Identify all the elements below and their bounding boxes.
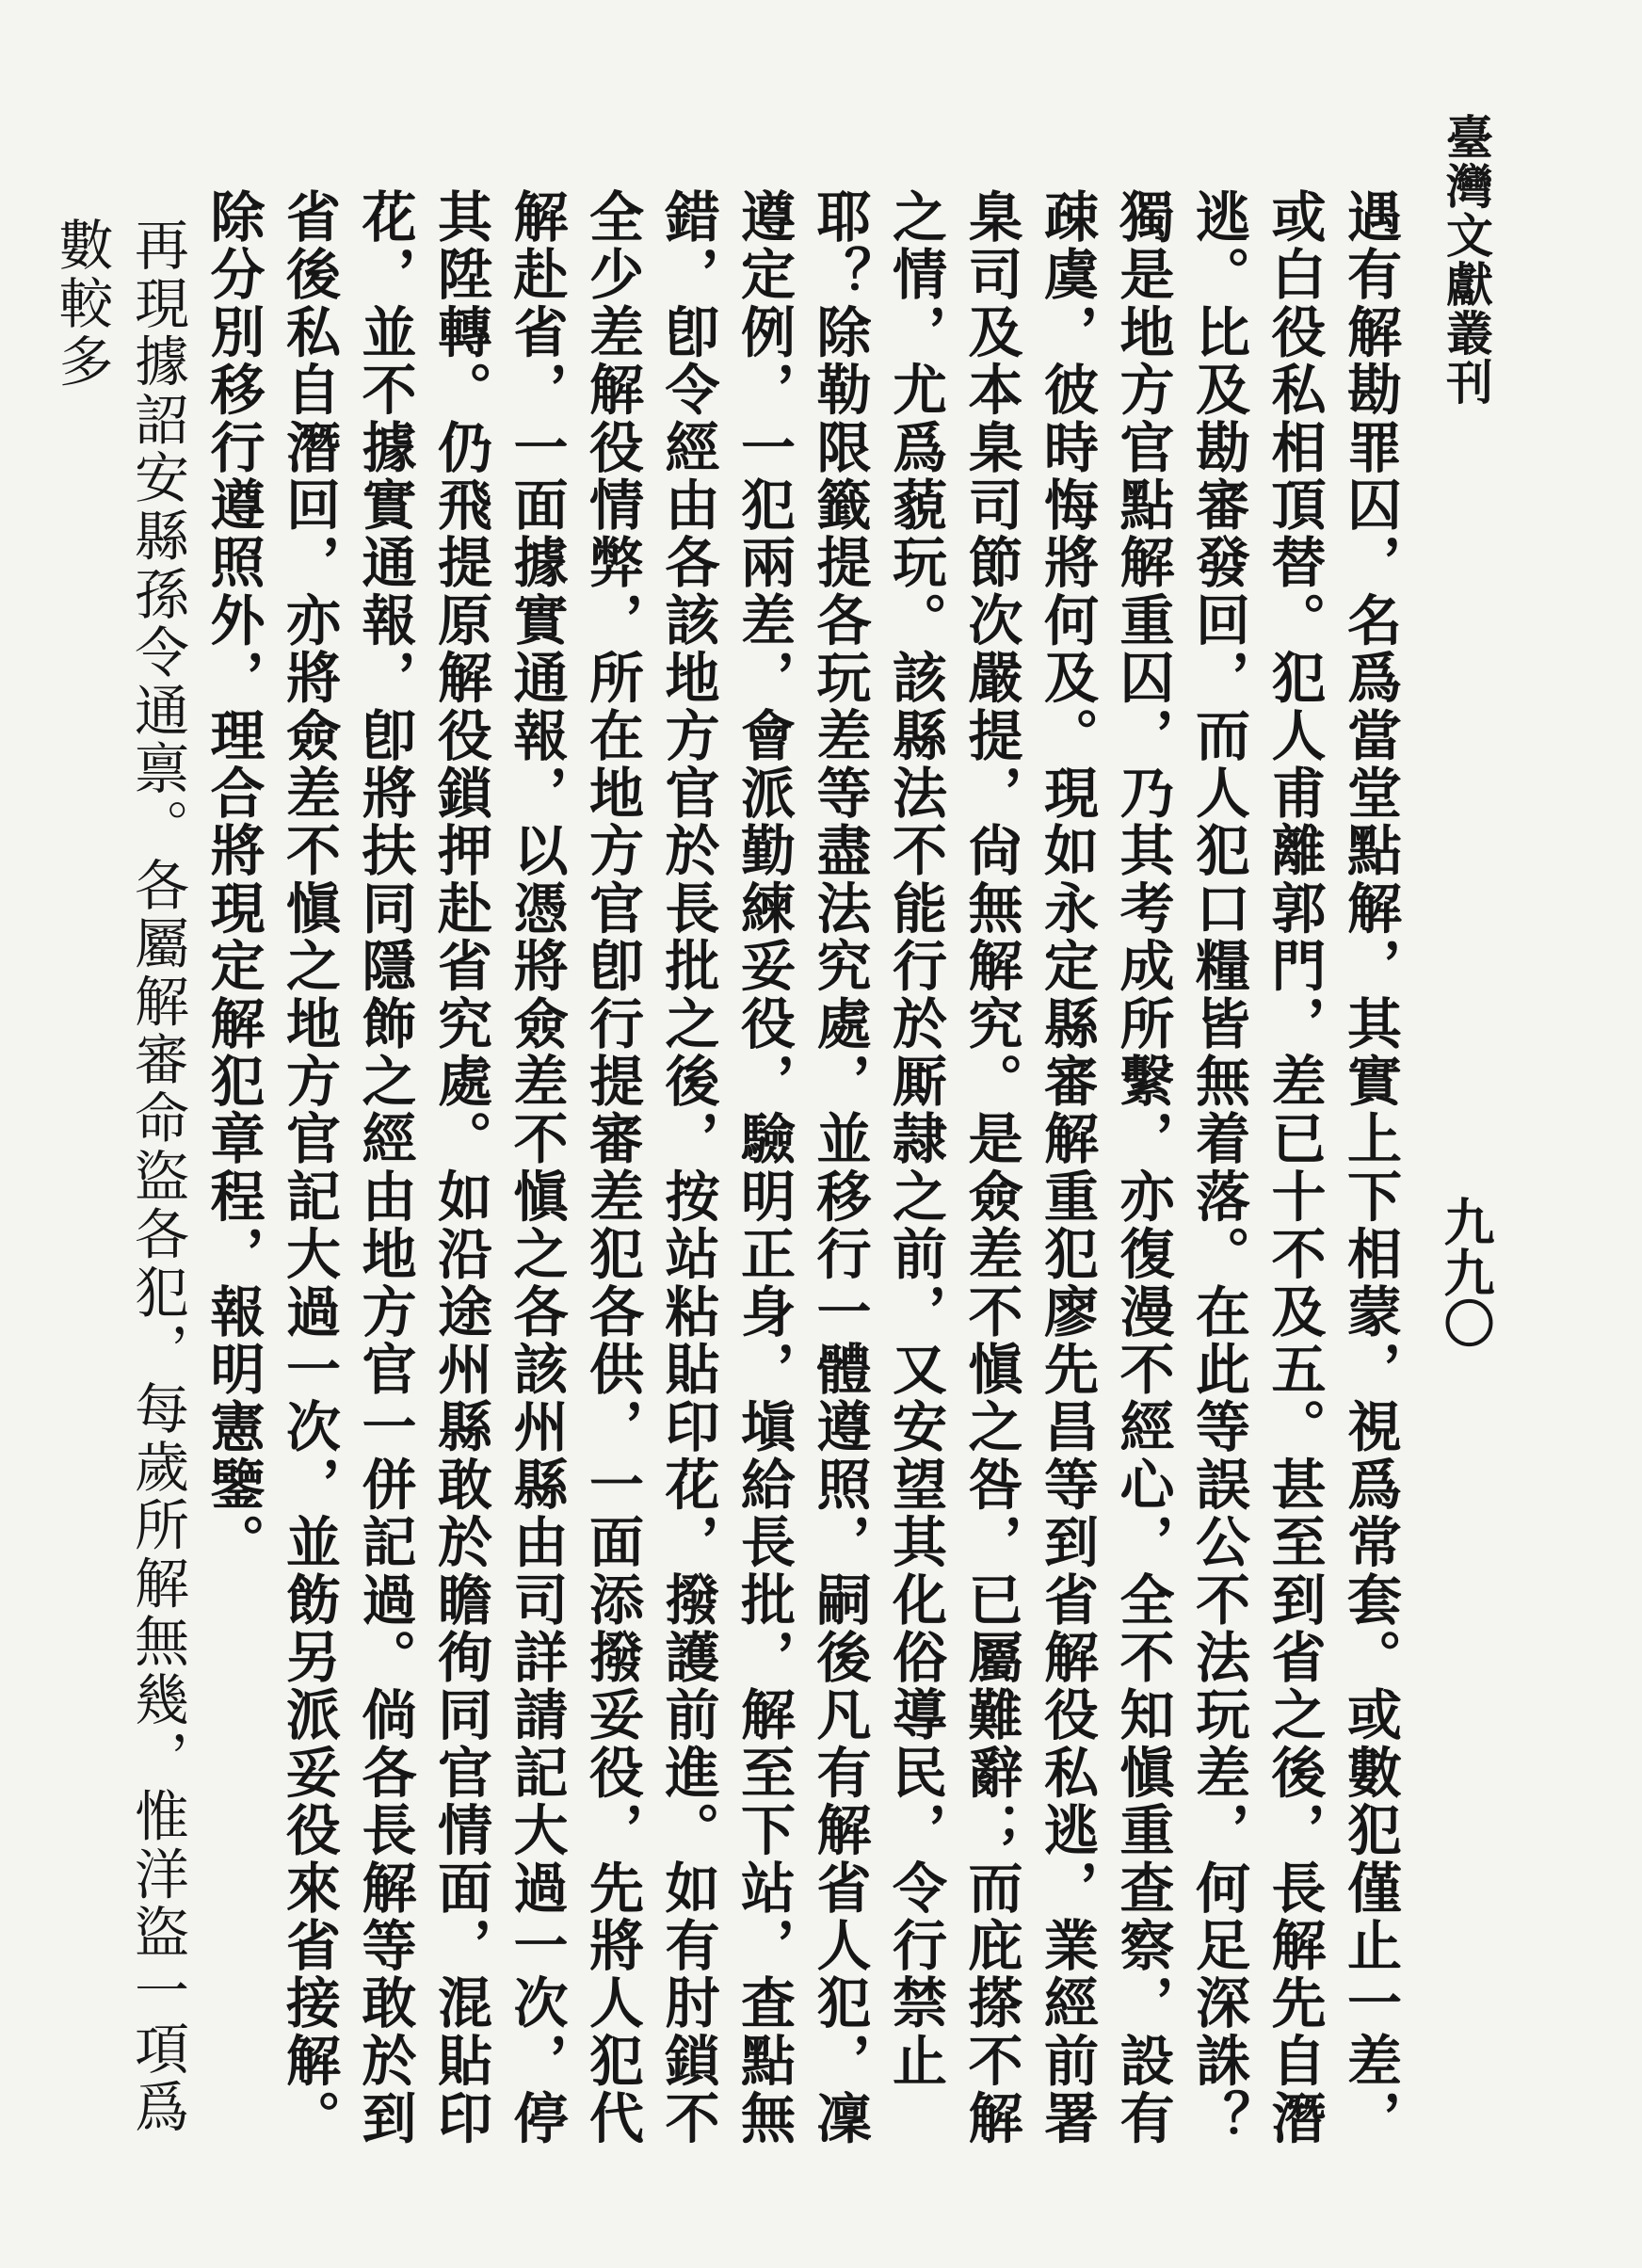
- paragraph: 再現據詔安縣孫令通禀。各屬解審命盜各犯，每歲所解無幾，惟洋盜一項爲數較多: [49, 217, 189, 2137]
- main-text-block: [49, 188, 1408, 2165]
- paragraph: 遇有解勘罪囚，名爲當堂點解，其實上下相蒙，視爲常套。或數犯僅止一差，或白役私相頂替。犯人甫離郭門，差已十不及五。甚至到省之後，長解先自潛逃。比及勘審發回，而人犯口糧皆無着落。在此等誤公不法玩差，何足深誅？獨是地方官點解重囚，乃其考成所繫，亦復漫不經心，全不知愼重查察，設有疎虞，彼時悔將何及。現如永定縣審解重犯廖先昌等到省解役私逃，業經前署臬司及本臬司節次嚴提，尙無解究。是僉差不愼之咎，已屬難辭；而庇搽不解之情，尤爲藐玩。該縣法不能行於厮隷之前，又安望其化俗導民，令行禁止耶？除勒限籤提各玩差等盡法究處，並移行一體遵照，嗣後凡有解省人犯，凜遵定例，一犯兩差，會派勤練妥役，驗明正身，塡給長批，解至下站，査點無錯，卽令經由各該地方官於長批之後，按站粘貼印花，撥護前進。如有肘鎖不全少差解役情弊，所在地方官卽行提審差犯各供，一面添撥妥役，先將人犯代解赴省，一面據實通報，以憑將僉差不愼之各該州縣由司詳請記大過一次，停其陞轉。仍飛提原解役鎖押赴省究處。如沿途州縣敢於瞻徇同官情面，混貼印花，並不據實通報，卽將扶同隱飾之經由地方官一併記過。倘各長解等敢於到省後私自潛回，亦將僉差不愼之地方官記大過一次，並飭另派妥役來省接解。除分別移行遵照外，理合將現定解犯章程，報明憲鑒。: [201, 188, 1402, 2147]
- page-number: 九九〇: [1436, 1196, 1496, 1348]
- running-header: 臺灣文獻叢刊: [1439, 113, 1494, 407]
